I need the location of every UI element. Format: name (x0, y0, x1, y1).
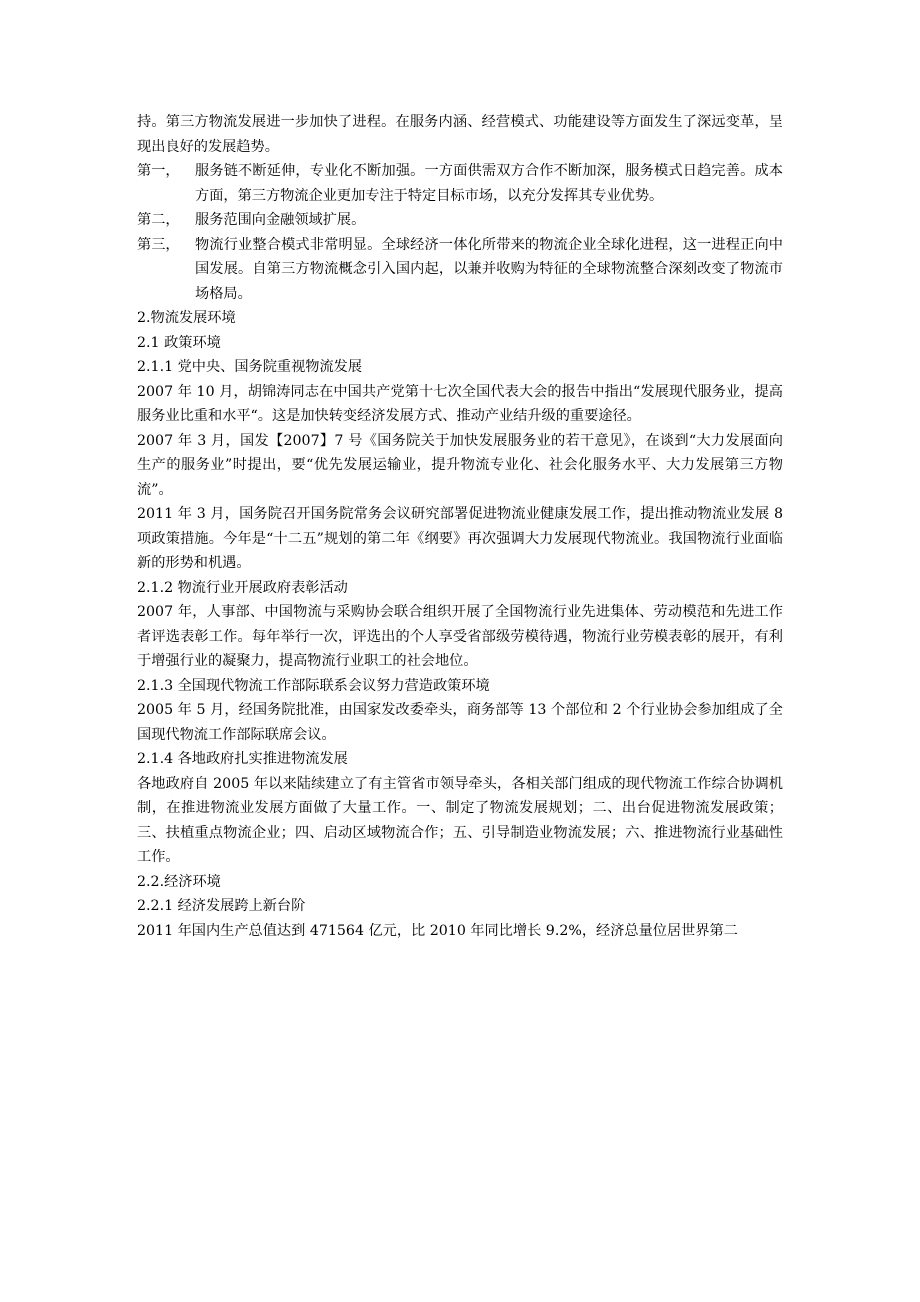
list-marker: 第一， (137, 163, 180, 179)
document-page (137, 110, 783, 943)
subsection-heading: 2.2.经济环境 (137, 873, 221, 890)
section-heading: 2.物流发展环境 (137, 310, 236, 326)
list-text: 服务链不断延伸，专业化不断加强。一方面供需双方合作不断加深，服务模式日趋完善。成本方面，第三方物流企业更加专注于特定目标市场，以充分发挥其专业优势。 (195, 163, 783, 204)
subsubsection-heading: 2.2.1 经济发展跨上新台阶 (137, 898, 306, 914)
subsubsection-heading: 2.1.1 党中央、国务院重视物流发展 (137, 359, 363, 375)
body-paragraph: 各地政府自 2005 年以来陆续建立了有主管省市领导牵头，各相关部门组成的现代物流工作综合协调机制，在推进物流业发展方面做了大量工作。一、制定了物流发展规划；二、出台促进物流发展政策；三、扶植重点物流企业；四、启动区域物流合作；五、引导制造业物流发展；六、推进物流行业基础性工作。 (137, 775, 783, 865)
body-paragraph: 2007 年 10 月，胡锦涛同志在中国共产党第十七次全国代表大会的报告中指出“发展现代服务业，提高服务业比重和水平“。这是加快转变经济发展方式、推动产业结升级的重要途径。 (137, 383, 783, 424)
intro-paragraph: 持。第三方物流发展进一步加快了进程。在服务内涵、经营模式、功能建设等方面发生了深远变革，呈现出良好的发展趋势。 (137, 114, 783, 155)
body-paragraph: 2011 年 3 月，国务院召开国务院常务会议研究部署促进物流业健康发展工作，提出推动物流业发展 8 项政策措施。今年是“十二五”规划的第二年《纲要》再次强调大力发展现代物流业。我国物流行业面临新的形势和机遇。 (137, 506, 783, 571)
body-paragraph: 2011 年国内生产总值达到 471564 亿元，比 2010 年同比增长 9.2%，经济总量位居世界第二 (137, 922, 738, 939)
body-paragraph: 2005 年 5 月，经国务院批准，由国家发改委牵头，商务部等 13 个部位和 2 个行业协会参加组成了全国现代物流工作部际联席会议。 (137, 702, 783, 743)
subsection-heading: 2.1 政策环境 (137, 334, 221, 351)
body-paragraph: 2007 年，人事部、中国物流与采购协会联合组织开展了全国物流行业先进集体、劳动模范和先进工作者评选表彰工作。每年举行一次，评选出的个人享受省部级劳模待遇，物流行业劳模表彰的展开，有利于增强行业的凝聚力，提高物流行业职工的社会地位。 (137, 604, 783, 669)
list-item (137, 233, 783, 307)
list-text: 服务范围向金融领域扩展。 (195, 212, 366, 228)
body-paragraph: 2007 年 3 月，国发【2007】7 号《国务院关于加快发展服务业的若干意见》，在谈到“大力发展面向生产的服务业”时提出，要“优先发展运输业，提升物流专业化、社会化服务水平、大力发展第三方物流”。 (137, 432, 783, 498)
list-item (137, 159, 783, 208)
list-text: 物流行业整合模式非常明显。全球经济一体化所带来的物流企业全球化进程，这一进程正向中国发展。自第三方物流概念引入国内起，以兼并收购为特征的全球物流整合深刻改变了物流市场格局。 (195, 236, 783, 302)
subsubsection-heading: 2.1.2 物流行业开展政府表彰活动 (137, 579, 348, 596)
subsubsection-heading: 2.1.3 全国现代物流工作部际联系会议努力营造政策环境 (137, 677, 490, 694)
list-marker: 第二， (137, 212, 180, 228)
list-marker: 第三， (137, 236, 180, 253)
list-item (137, 208, 783, 233)
subsubsection-heading: 2.1.4 各地政府扎实推进物流发展 (137, 751, 348, 767)
